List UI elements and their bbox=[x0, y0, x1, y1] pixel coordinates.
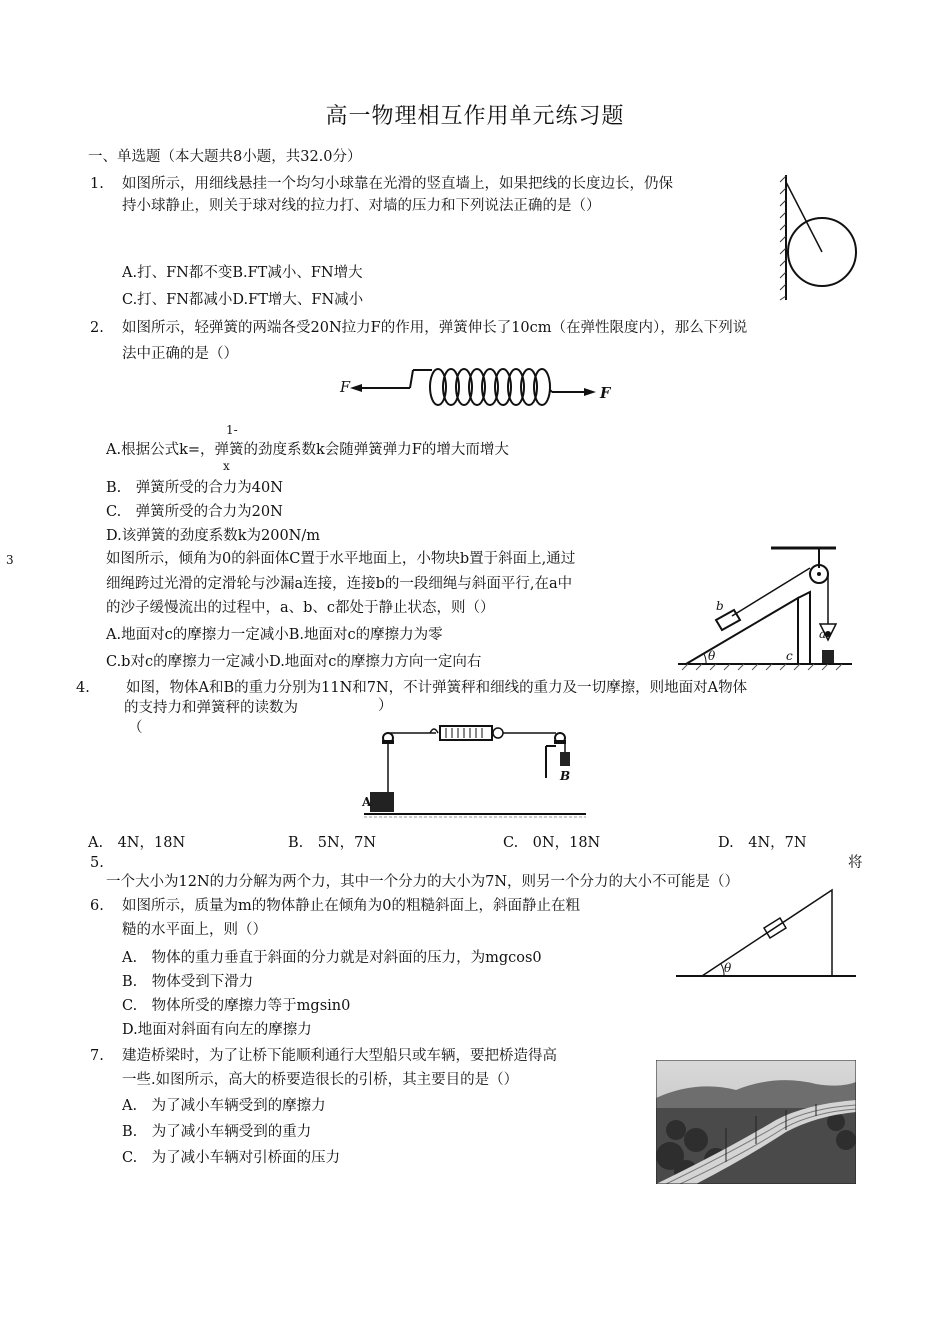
q1-wall-ball-figure bbox=[776, 170, 866, 305]
q7-stem-line2: 一些.如图所示，高大的桥要造很长的引桥，其主要目的是（） bbox=[122, 1072, 519, 1088]
q4-option-d: D. 4N，7N bbox=[718, 835, 807, 851]
q4-number: 4. bbox=[76, 680, 90, 696]
q3-figure-label-a: a bbox=[819, 627, 827, 641]
q1-stem-line2: 持小球静止，则关于球对线的拉力打、对墙的压力和下列说法正确的是（） bbox=[122, 198, 601, 214]
q6-stem-line2: 糙的水平面上，则（） bbox=[122, 922, 267, 938]
q7-number: 7. bbox=[90, 1048, 104, 1064]
q2-figure-label-left: F bbox=[340, 380, 351, 396]
q6-incline-figure bbox=[676, 884, 856, 980]
q3-figure-label-c: c bbox=[786, 649, 793, 663]
q5-number: 5. bbox=[90, 855, 104, 871]
q2-stem-line2: 法中正确的是（） bbox=[122, 346, 238, 362]
q6-option-c: C. 物体所受的摩擦力等于mgsin0 bbox=[122, 998, 351, 1014]
q6-figure-label-theta: θ bbox=[724, 961, 732, 975]
q3-number: 3 bbox=[6, 553, 14, 567]
q4-figure-label-b: B bbox=[560, 769, 571, 783]
q2-option-b: B. 弹簧所受的合力为40N bbox=[106, 480, 283, 496]
q6-option-d: D.地面对斜面有向左的摩擦力 bbox=[122, 1022, 312, 1038]
q7-option-c: C. 为了减小车辆对引桥面的压力 bbox=[122, 1150, 341, 1166]
q7-stem-line1: 建造桥梁时，为了让桥下能顺利通行大型船只或车辆，要把桥造得高 bbox=[122, 1048, 557, 1064]
q3-figure-label-b: b bbox=[716, 599, 724, 613]
q6-option-b: B. 物体受到下滑力 bbox=[122, 974, 254, 990]
q7-option-b: B. 为了减小车辆受到的重力 bbox=[122, 1124, 312, 1140]
q3-incline-pulley-figure bbox=[676, 538, 854, 672]
q3-stem-line2: 细绳跨过光滑的定滑轮与沙漏a连接，连接b的一段细绳与斜面平行,在a中 bbox=[106, 576, 573, 592]
q6-stem-line1: 如图所示，质量为m的物体静止在倾角为0的粗糙斜面上，斜面静止在粗 bbox=[122, 898, 580, 914]
q2-number: 2. bbox=[90, 320, 104, 336]
q2-option-d: D.该弹簧的劲度系数k为200N/m bbox=[106, 528, 321, 544]
q4-paren-right: ） bbox=[378, 698, 393, 714]
q4-paren-left: （ bbox=[128, 720, 143, 736]
q2-stem-line1: 如图所示，轻弹簧的两端各受20N拉力F的作用，弹簧伸长了10cm（在弹性限度内），那么下列说 bbox=[122, 320, 748, 336]
page-title: 高一物理相互作用单元练习题 bbox=[325, 104, 625, 129]
incline-pulley-drawing bbox=[676, 538, 854, 672]
q5-trailing-char: 将 bbox=[848, 855, 863, 871]
q1-option-cd: C.打、FN都减小D.FT增大、FN减小 bbox=[122, 292, 364, 308]
q6-option-a: A. 物体的重力垂直于斜面的分力就是对斜面的压力，为mgcos0 bbox=[122, 950, 542, 966]
q1-option-ab: A.打、FN都不变B.FT减小、FN增大 bbox=[122, 265, 363, 281]
q4-spring-scale-figure bbox=[360, 720, 590, 824]
q4-option-c: C. 0N，18N bbox=[503, 835, 601, 851]
spring-scale-drawing bbox=[360, 720, 590, 824]
q3-stem-line1: 如图所示，倾角为0的斜面体C置于水平地面上，小物块b置于斜面上,通过 bbox=[106, 551, 576, 567]
q2-fraction-top: 1- bbox=[226, 423, 238, 437]
q4-option-a: A. 4N，18N bbox=[88, 835, 186, 851]
q6-number: 6. bbox=[90, 898, 104, 914]
section-heading: 一、单选题（本大题共8小题，共32.0分） bbox=[88, 149, 362, 165]
q2-figure-label-right: F bbox=[600, 385, 611, 402]
q3-option-ab: A.地面对c的摩擦力一定减小B.地面对c的摩擦力为零 bbox=[106, 627, 443, 643]
q3-stem-line3: 的沙子缓慢流出的过程中，a、b、c都处于静止状态，则（） bbox=[106, 600, 495, 616]
q2-fraction-bottom: x bbox=[223, 459, 230, 473]
q3-figure-label-theta: θ bbox=[708, 649, 716, 663]
q4-stem-line2: 的支持力和弹簧秤的读数为 bbox=[124, 700, 298, 716]
spring-drawing bbox=[338, 362, 618, 412]
q5-stem: 一个大小为12N的力分解为两个力，其中一个分力的大小为7N，则另一个分力的大小不可能是（） bbox=[106, 874, 740, 890]
q7-bridge-photo bbox=[656, 1060, 856, 1184]
q3-option-cd: C.b对c的摩擦力一定减小D.地面对c的摩擦力方向一定向右 bbox=[106, 654, 482, 670]
q2-option-c: C. 弹簧所受的合力为20N bbox=[106, 504, 283, 520]
q4-figure-label-a: A bbox=[362, 795, 372, 809]
q1-number: 1. bbox=[90, 176, 104, 192]
q4-option-b: B. 5N，7N bbox=[288, 835, 377, 851]
q7-option-a: A. 为了减小车辆受到的摩擦力 bbox=[122, 1098, 326, 1114]
incline-drawing bbox=[676, 884, 856, 980]
q2-spring-figure bbox=[338, 362, 618, 412]
q4-stem-line1: 如图，物体A和B的重力分别为11N和7N，不计弹簧秤和细线的重力及一切摩擦，则地面对A物体 bbox=[126, 680, 748, 696]
q2-option-a: A.根据公式k=，弹簧的劲度系数k会随弹簧弹力F的增大而增大 bbox=[106, 442, 509, 458]
q1-stem-line1: 如图所示，用细线悬挂一个均匀小球靠在光滑的竖直墙上，如果把线的长度边长，仍保 bbox=[122, 176, 673, 192]
